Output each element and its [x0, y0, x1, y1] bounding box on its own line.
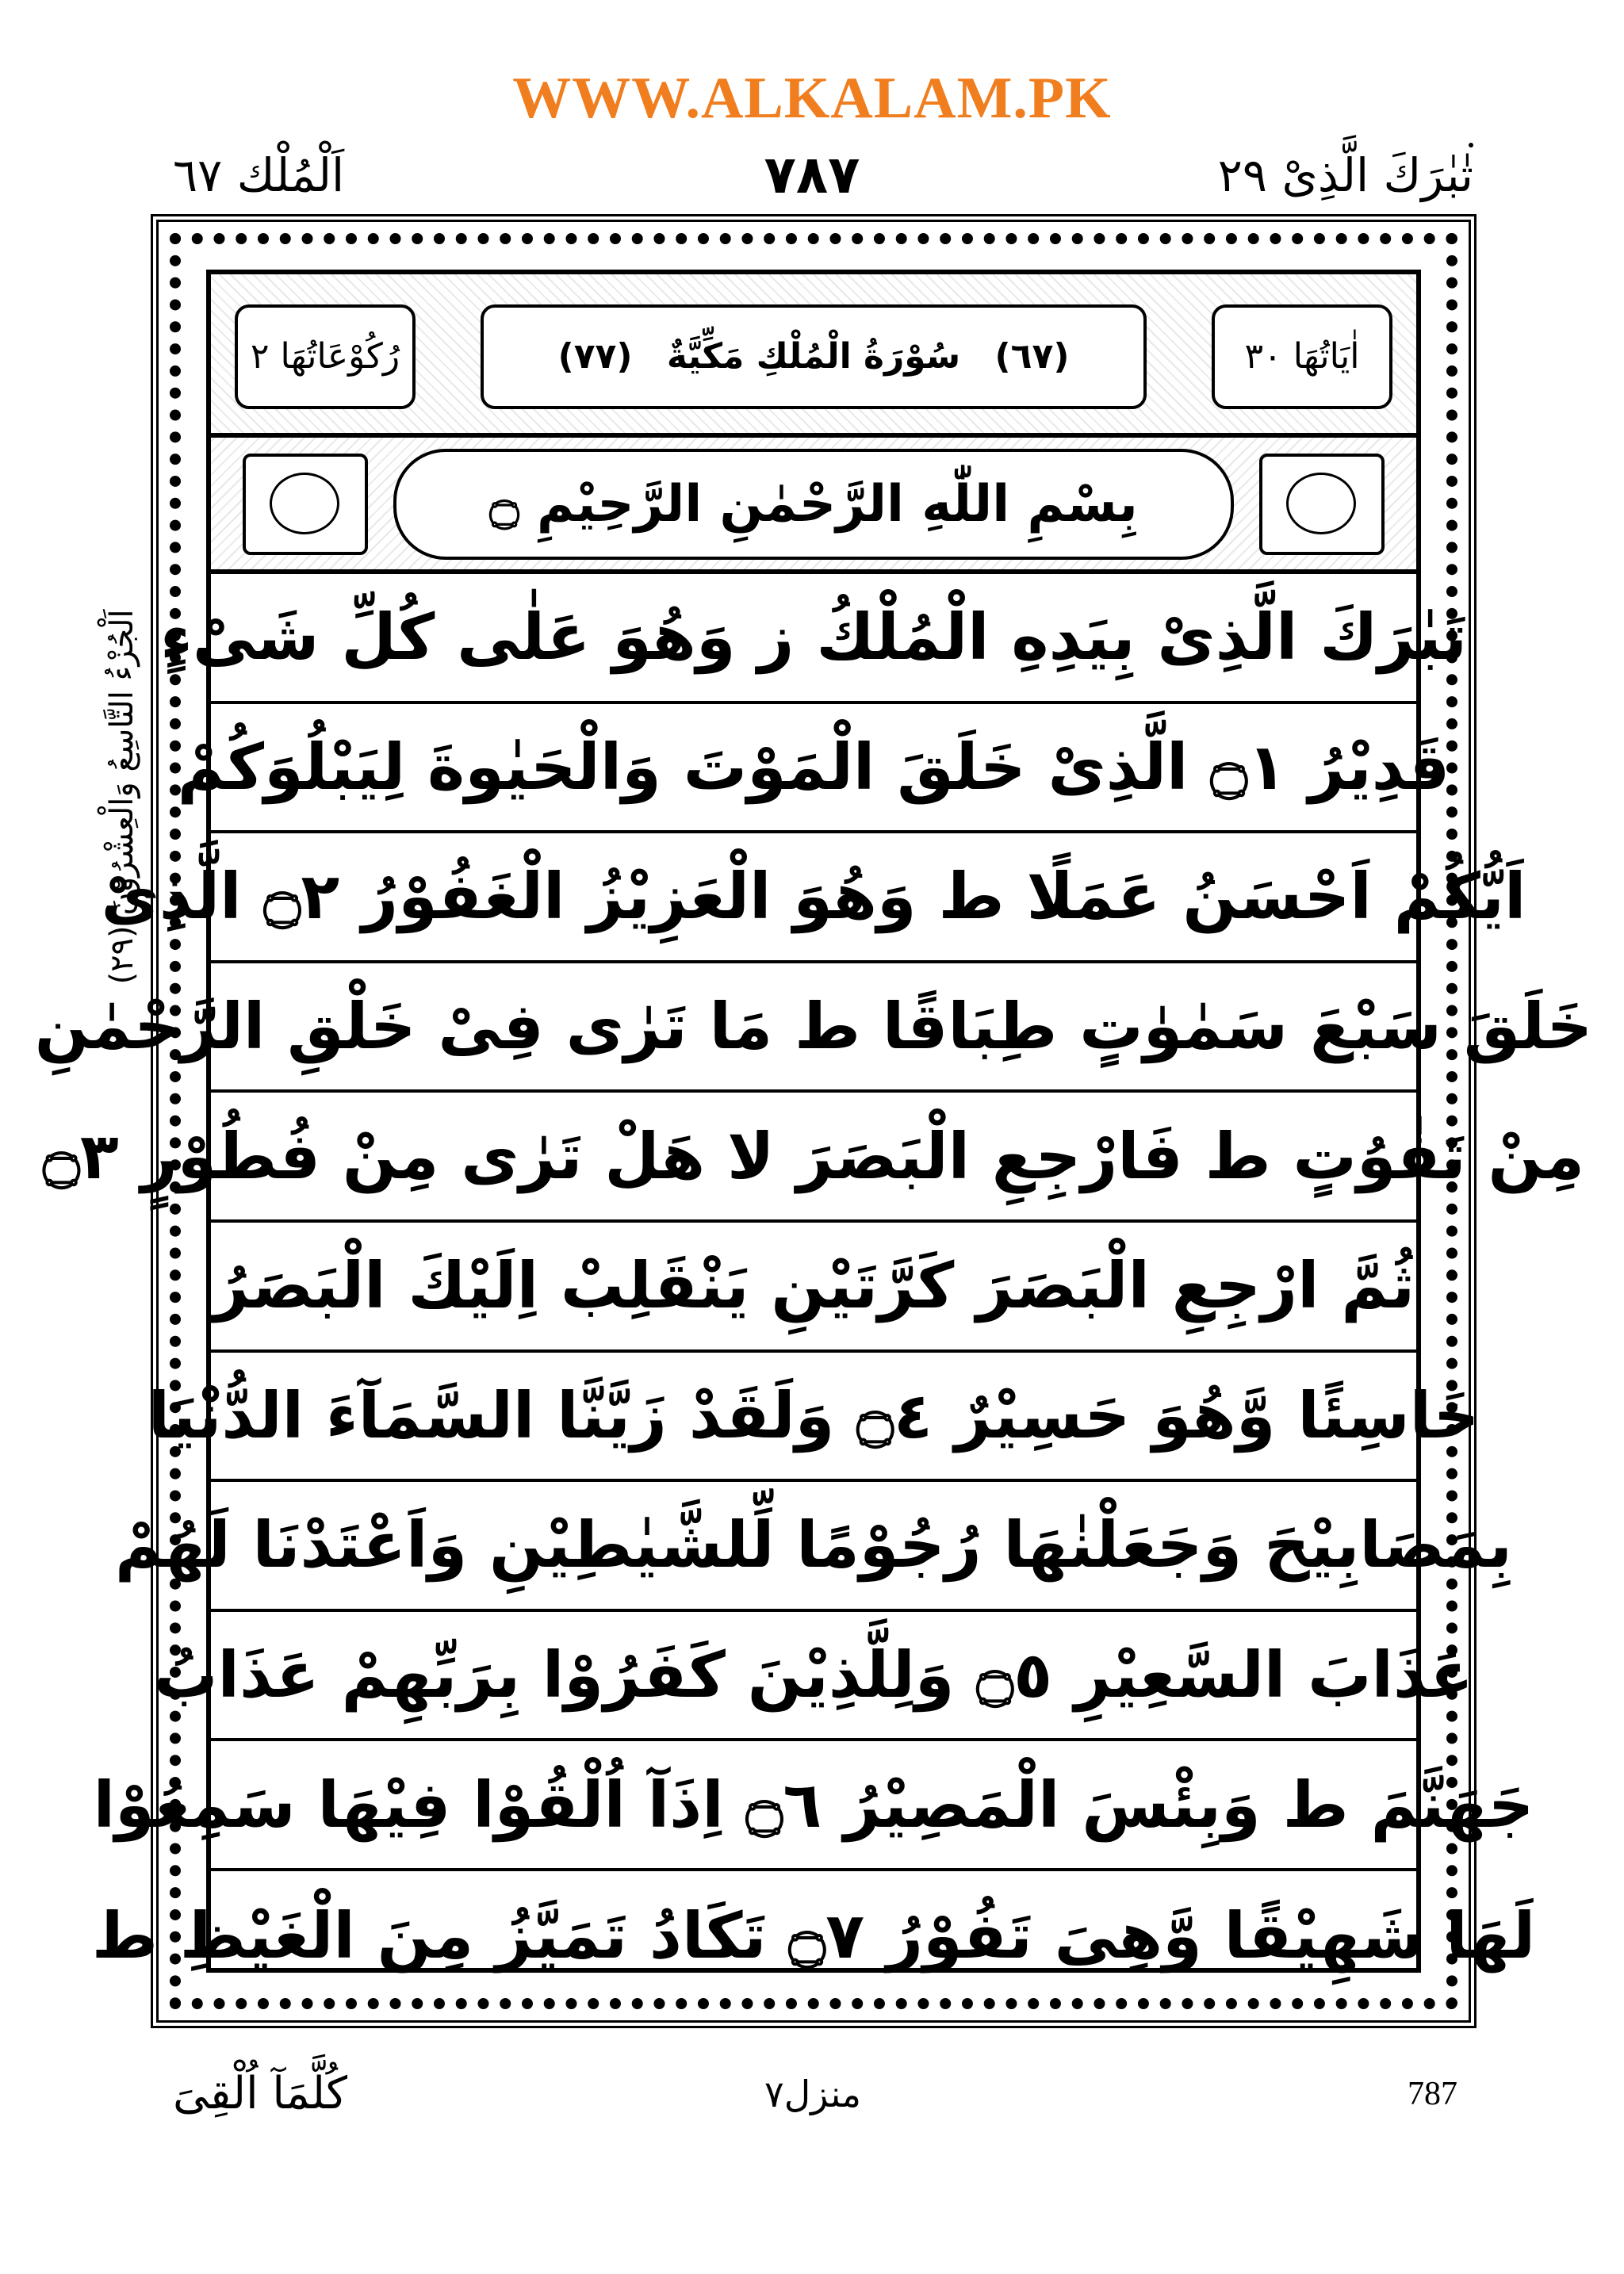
verse-line: بِمَصَابِیْحَ وَجَعَلْنٰهَا رُجُوْمًا لِّلشَّیٰطِیْنِ وَاَعْتَدْنَا لَهُمْ [211, 1482, 1416, 1612]
surah-number: (٦٧) [994, 336, 1070, 377]
verse-line: ثُمَّ ارْجِعِ الْبَصَرَ كَرَّتَیْنِ یَنْقَلِبْ اِلَیْكَ الْبَصَرُ [211, 1223, 1416, 1353]
surah-title-band [211, 274, 1416, 438]
verse-line: قَدِیْرُ ۝١ الَّذِیْ خَلَقَ الْمَوْتَ وَالْحَیٰوةَ لِیَبْلُوَكُمْ [211, 704, 1416, 834]
verse-line: جَهَنَّمَ ط وَبِئْسَ الْمَصِیْرُ ۝٦ اِذَآ اُلْقُوْا فِیْهَا سَمِعُوْا [211, 1741, 1416, 1871]
verse-line: لَهَا شَهِیْقًا وَّهِیَ تَفُوْرُ ۝٧ تَكَادُ تَمَیَّزُ مِنَ الْغَیْظِ ط [91, 1899, 1536, 1973]
bismillah: بِسْمِ اللّٰهِ الرَّحْمٰنِ الرَّحِيْمِ ۝ [393, 449, 1234, 560]
ayat-count: اٰيَاتُهَا ٣٠ [1212, 304, 1392, 409]
ornament-left-icon [243, 454, 368, 555]
surah-label: اَلْمُلْك ٦٧ [173, 148, 345, 202]
catchword: كُلَّمَآ اُلْقِیَ [173, 2068, 348, 2119]
page-number: 787 [1408, 2076, 1457, 2112]
juz-name: تٰبٰرَكَ الَّذِیْ ٢٩ [1217, 148, 1473, 202]
site-url: WWW.ALKALAM.PK [512, 66, 1112, 131]
bismillah-band [211, 438, 1416, 574]
ruku-count: رُكُوْعَاتُهَا ٢ [235, 304, 416, 409]
verse-line: عَذَابَ السَّعِیْرِ ۝٥ وَلِلَّذِیْنَ كَفَرُوْا بِرَبِّهِمْ عَذَابُ [211, 1612, 1416, 1742]
ornament-right-icon [1259, 454, 1385, 555]
verse-line: خَاسِئًا وَّهُوَ حَسِیْرٌ ۝٤ وَلَقَدْ زَیَّنَّا السَّمَآءَ الدُّنْیَا [211, 1353, 1416, 1483]
verse-line: خَلَقَ سَبْعَ سَمٰوٰتٍ طِبَاقًا ط مَا تَرٰی فِیْ خَلْقِ الرَّحْمٰنِ [211, 963, 1416, 1093]
manzil-label: منزل۷ [764, 2073, 862, 2115]
surah-title [481, 304, 1147, 409]
page-number-arabic: ٧٨٧ [764, 144, 860, 205]
revelation-order: (٧٧) [557, 336, 633, 377]
surah-name: سُوْرَةُ الْمُلْكِ مَكِّيَّةٌ [666, 336, 961, 377]
side-note [98, 198, 146, 1395]
verse-line: تَبٰرَكَ الَّذِیْ بِیَدِهِ الْمُلْكُ ز وَهُوَ عَلٰی كُلِّ شَیْءٍ [211, 574, 1416, 704]
verse-line: اَیُّكُمْ اَحْسَنُ عَمَلًا ط وَهُوَ الْعَزِیْزُ الْغَفُوْرُ ۝٢ الَّذِیْ [211, 833, 1416, 963]
side-note-text: اَلْجُزْءُ التَّاسِعُ وَالْعِشْرُوْنَ (٢٩) [104, 609, 140, 985]
verse-line: مِنْ تَفٰوُتٍ ط فَارْجِعِ الْبَصَرَ لا هَلْ تَرٰی مِنْ فُطُوْرٍ ۝٣ [211, 1093, 1416, 1223]
